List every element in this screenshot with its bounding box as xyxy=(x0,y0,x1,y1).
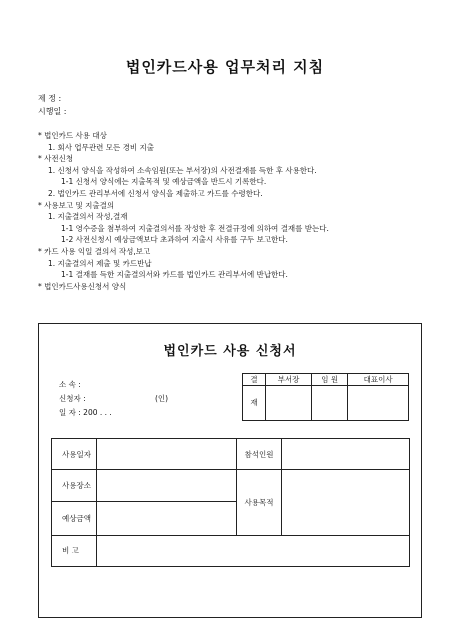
enactment-date-label: 제 정 : xyxy=(38,94,62,103)
guideline-item: 1-1 신청서 양식에는 지출목적 및 예상금액을 반드시 기록한다. xyxy=(61,177,267,187)
approval-side-bottom: 재 xyxy=(243,386,266,421)
section-heading: * 사전신청 xyxy=(38,154,74,164)
document-title: 법인카드사용 업무처리 지침 xyxy=(125,58,325,76)
estimated-amount-label: 예상금액 xyxy=(52,501,97,535)
approval-table xyxy=(242,373,409,421)
approval-header-executive: 임 원 xyxy=(312,374,348,386)
date-field: 일 자 : 200 . . . xyxy=(59,408,112,417)
details-table xyxy=(51,438,410,567)
attendees-label: 참석인원 xyxy=(237,439,282,470)
guideline-body xyxy=(38,130,438,292)
usage-place-label: 사용장소 xyxy=(52,470,97,501)
usage-date-label: 사용일자 xyxy=(52,439,97,470)
guideline-item: 1. 지출결의서 작성,결재 xyxy=(48,212,128,222)
guideline-item: 1-1 영수증을 첨부하여 지출결의서를 작성한 후 전결규정에 의하여 결재를 받는다. xyxy=(61,223,329,233)
form-title: 법인카드 사용 신청서 xyxy=(163,344,297,359)
guideline-item: 2. 법인카드 관리부서에 신청서 양식을 제출하고 카드를 수령한다. xyxy=(48,188,263,198)
section-heading: * 사용보고 및 지출결의 xyxy=(38,200,115,210)
approval-side-top: 결 xyxy=(243,374,266,386)
purpose-label: 사용목적 xyxy=(237,470,282,535)
usage-date-value[interactable] xyxy=(97,439,237,470)
approval-header-ceo: 대표이사 xyxy=(348,374,409,386)
guideline-item: 1-2 사전신청시 예상금액보다 초과하여 지출시 사유를 구두 보고한다. xyxy=(61,235,288,245)
guideline-item: 1. 신청서 양식을 작성하여 소속임원(또는 부서장)의 사전결재를 득한 후 사용한다. xyxy=(48,165,317,175)
applicant-field: 신청자 : xyxy=(59,394,86,403)
approval-signature-executive[interactable] xyxy=(312,386,348,421)
remarks-label: 비 고 xyxy=(52,535,97,567)
section-heading: * 카드 사용 익일 결의서 작성,보고 xyxy=(38,246,151,256)
remarks-value[interactable] xyxy=(97,535,410,567)
guideline-item: 1-1 결재를 득한 지출결의서와 카드를 법인카드 관리부서에 반납한다. xyxy=(61,270,288,280)
section-heading: * 법인카드 사용 대상 xyxy=(38,131,107,140)
guideline-item: 1. 회사 업무관련 모든 경비 지출 xyxy=(48,142,155,152)
attendees-value[interactable] xyxy=(282,439,410,470)
approval-signature-ceo[interactable] xyxy=(348,386,409,421)
approval-signature-dept-head[interactable] xyxy=(266,386,312,421)
guideline-item: 1. 지출결의서 제출 및 카드반납 xyxy=(48,258,152,268)
estimated-amount-value[interactable] xyxy=(97,501,237,535)
section-heading: * 법인카드사용신청서 양식 xyxy=(38,281,127,291)
affiliation-field: 소 속 : xyxy=(59,380,81,389)
purpose-value[interactable] xyxy=(282,470,410,535)
application-form xyxy=(38,323,422,618)
approval-header-dept-head: 부서장 xyxy=(266,374,312,386)
usage-place-value[interactable] xyxy=(97,470,237,501)
effective-date-label: 시행일 : xyxy=(38,107,67,116)
seal-mark: (인) xyxy=(155,394,169,403)
